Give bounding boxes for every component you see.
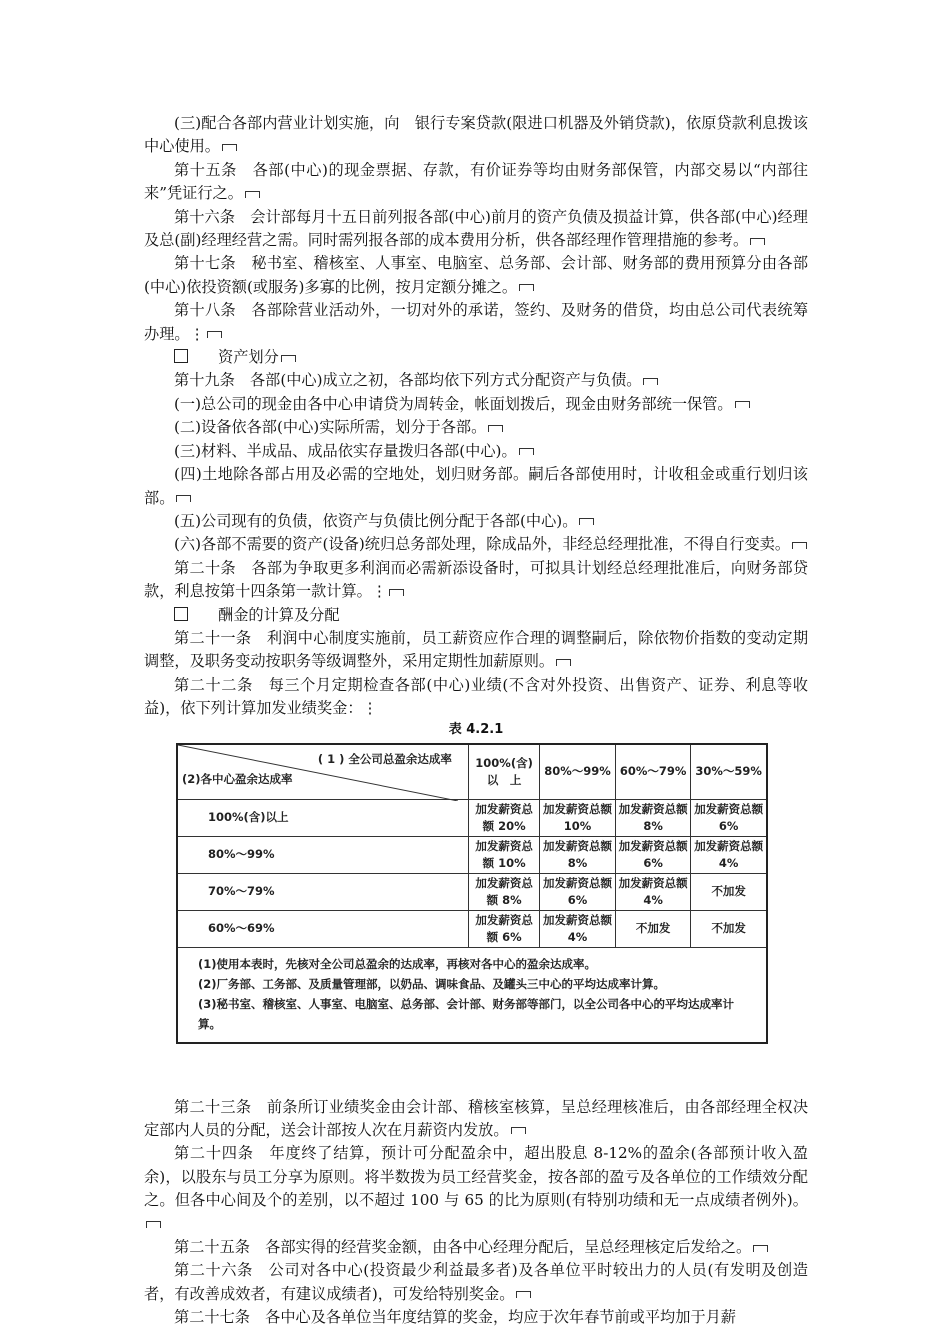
edit-mark-icon xyxy=(735,401,750,408)
table-cell: 加发薪资总额 4% xyxy=(691,836,767,873)
row-label: 100%(含)以上 xyxy=(177,799,468,836)
paragraph: 第二十五条 各部实得的经营奖金额，由各中心经理分配后，呈总经理核定后发给之。 xyxy=(144,1236,808,1259)
table-cell: 加发薪资总额 6% xyxy=(615,836,691,873)
table-cell: 不加发 xyxy=(615,910,691,947)
edit-mark-icon xyxy=(245,191,260,198)
paragraph: 第十七条 秘书室、稽核室、人事室、电脑室、总务部、会计部、财务部的费用预算分由各部(中心)依投资额(或服务)多寡的比例，按月定额分摊之。 xyxy=(144,254,808,296)
table-notes xyxy=(177,947,767,1043)
table-cell: 加发薪资总额 4% xyxy=(615,873,691,910)
edit-mark-icon xyxy=(389,589,404,596)
table-row xyxy=(177,910,767,947)
table-cell: 不加发 xyxy=(691,910,767,947)
table-caption: 表 4.2.1 xyxy=(448,721,504,737)
edit-mark-icon xyxy=(511,1127,526,1134)
table-cell: 加发薪资总额 6% xyxy=(691,799,767,836)
spacer xyxy=(144,1044,808,1096)
header-company-rate: ( 1 ) 全公司总盈余达成率 xyxy=(317,751,452,766)
paragraph: (三)配合各部内营业计划实施，向 银行专案贷款(限进口机器及外销贷款)，依原贷款利息拨该中心使用。 xyxy=(144,114,808,156)
section-heading-pay: 酬金的计算及分配 xyxy=(144,604,808,627)
diagonal-header-cell xyxy=(177,744,468,800)
paragraph: 第二十条 各部为争取更多利润而必需新添设备时，可拟具计划经总经理批准后，向财务部贷款，利息按第十四条第一款计算。⋮ xyxy=(144,558,808,601)
paragraph: 第十五条 各部(中心)的现金票据、存款，有价证券等均由财务部保管，内部交易以“内部往来”凭证行之。 xyxy=(144,160,808,203)
paragraph: 第二十六条 公司对各中心(投资最少利益最多者)及各单位平时较出力的人员(有发明及创造者，有改善成效者，有建议成绩者)，可发给特别奖金。 xyxy=(144,1261,808,1303)
table-cell: 加发薪资总额 8% xyxy=(540,836,616,873)
paragraph: 第十八条 各部除营业活动外，一切对外的承诺，签约、及财务的借贷，均由总公司代表统筹办理。⋮ xyxy=(144,301,808,343)
table-row xyxy=(177,873,767,910)
edit-mark-icon xyxy=(176,495,191,502)
paragraph: (一)总公司的现金由各中心申请贷为周转金，帐面划拨后，现金由财务部统一保管。 xyxy=(144,393,808,416)
edit-mark-icon xyxy=(579,518,594,525)
edit-mark-icon xyxy=(792,542,807,549)
edit-mark-icon xyxy=(750,238,765,245)
table-note: (3)秘书室、稽核室、人事室、电脑室、总务部、会计部、财务部等部门，以全公司各中心的平均达成率计算。 xyxy=(198,996,735,1031)
edit-mark-icon xyxy=(643,378,658,385)
table-cell: 加发薪资总额 6% xyxy=(540,873,616,910)
table-cell: 加发薪资总额 20% xyxy=(468,799,539,836)
paragraph: (五)公司现有的负债，依资产与负债比例分配于各部(中心)。 xyxy=(144,510,808,533)
paragraph: (二)设备依各部(中心)实际所需，划分于各部。 xyxy=(144,416,808,439)
bonus-table xyxy=(176,743,768,1044)
paragraph: 第十九条 各部(中心)成立之初，各部均依下列方式分配资产与负债。 xyxy=(144,369,808,392)
table-row xyxy=(177,836,767,873)
column-header: 100%(含)以 上 xyxy=(468,744,539,800)
paragraph: 第二十一条 利润中心制度实施前，员工薪资应作合理的调整嗣后，除依物价指数的变动定期调整，及职务变动按职务等级调整外，采用定期性加薪原则。 xyxy=(144,628,808,671)
table-header-row xyxy=(177,744,767,800)
paragraph: (六)各部不需要的资产(设备)统归总务部处理，除成品外，非经总经理批准，不得自行变卖。 xyxy=(144,533,808,556)
edit-mark-icon xyxy=(207,331,222,338)
paragraph: 第二十七条 各中心及各单位当年度结算的奖金，均应于次年春节前或平均加于月薪 xyxy=(174,1308,736,1327)
paragraph: (三)材料、半成品、成品依实存量拨归各部(中心)。 xyxy=(144,440,808,463)
row-label: 60%～69% xyxy=(177,910,468,947)
paragraph: 第二十二条 每三个月定期检查各部(中心)业绩(不含对外投资、出售资产、证券、利息等收益)，依下列计算加发业绩奖金：⋮ xyxy=(144,675,808,718)
table-cell: 不加发 xyxy=(691,873,767,910)
paragraph: (四)土地除各部占用及必需的空地处，划归财务部。嗣后各部使用时，计收租金或重行划归该部。 xyxy=(144,465,808,507)
document-page xyxy=(144,112,808,1330)
column-header: 60%～79% xyxy=(615,744,691,800)
table-note: (2)厂务部、工务部、及质量管理部，以奶品、调味食品、及罐头三中心的平均达成率计算。 xyxy=(198,976,666,991)
edit-mark-icon xyxy=(556,659,571,666)
paragraph: 第十六条 会计部每月十五日前列报各部(中心)前月的资产负债及损益计算，供各部(中心)经理及总(副)经理经营之需。同时需列报各部的成本费用分析，供各部经理作管理措施的参考。 xyxy=(144,207,808,250)
header-center-rate: (2)各中心盈余达成率 xyxy=(182,771,293,786)
paragraph: 第二十四条 年度终了结算，预计可分配盈余中，超出股息 8-12%的盈余(各部预计收入盈余)，以股东与员工分享为原则。将半数拨为员工经营奖金，按各部的盈亏及各单位的工作绩效分配之。但各中心间及个的差别，以不超过 100 与 65 的比为原则(有特别功绩和无一点成绩者例外)。 xyxy=(144,1142,808,1236)
table-cell: 加发薪资总额 6% xyxy=(468,910,539,947)
table-notes-row xyxy=(177,947,767,1043)
edit-mark-icon xyxy=(753,1245,768,1252)
edit-mark-icon xyxy=(519,284,534,291)
row-label: 80%～99% xyxy=(177,836,468,873)
row-label: 70%～79% xyxy=(177,873,468,910)
section-heading-assets: 资产划分 xyxy=(144,346,808,369)
column-header: 30%～59% xyxy=(691,744,767,800)
edit-mark-icon xyxy=(488,425,503,432)
table-row xyxy=(177,799,767,836)
column-header: 80%～99% xyxy=(540,744,616,800)
table-cell: 加发薪资总额 8% xyxy=(615,799,691,836)
edit-mark-icon xyxy=(281,355,296,362)
table-cell: 加发薪资总额 10% xyxy=(468,836,539,873)
edit-mark-icon xyxy=(516,1291,531,1298)
edit-mark-icon xyxy=(222,144,237,151)
checkbox-square-icon xyxy=(174,349,188,363)
paragraph: 第二十三条 前条所订业绩奖金由会计部、稽核室核算，呈总经理核准后，由各部经理全权决定部内人员的分配，送会计部按人次在月薪资内发放。 xyxy=(144,1097,808,1139)
table-note: (1)使用本表时，先核对全公司总盈余的达成率，再核对各中心的盈余达成率。 xyxy=(198,956,597,971)
bonus-table-wrapper xyxy=(176,743,768,1044)
table-cell: 加发薪资总额 10% xyxy=(540,799,616,836)
checkbox-square-icon xyxy=(174,607,188,621)
table-cell: 加发薪资总额 8% xyxy=(468,873,539,910)
edit-mark-icon xyxy=(146,1221,161,1228)
table-cell: 加发薪资总额 4% xyxy=(540,910,616,947)
edit-mark-icon xyxy=(519,448,534,455)
